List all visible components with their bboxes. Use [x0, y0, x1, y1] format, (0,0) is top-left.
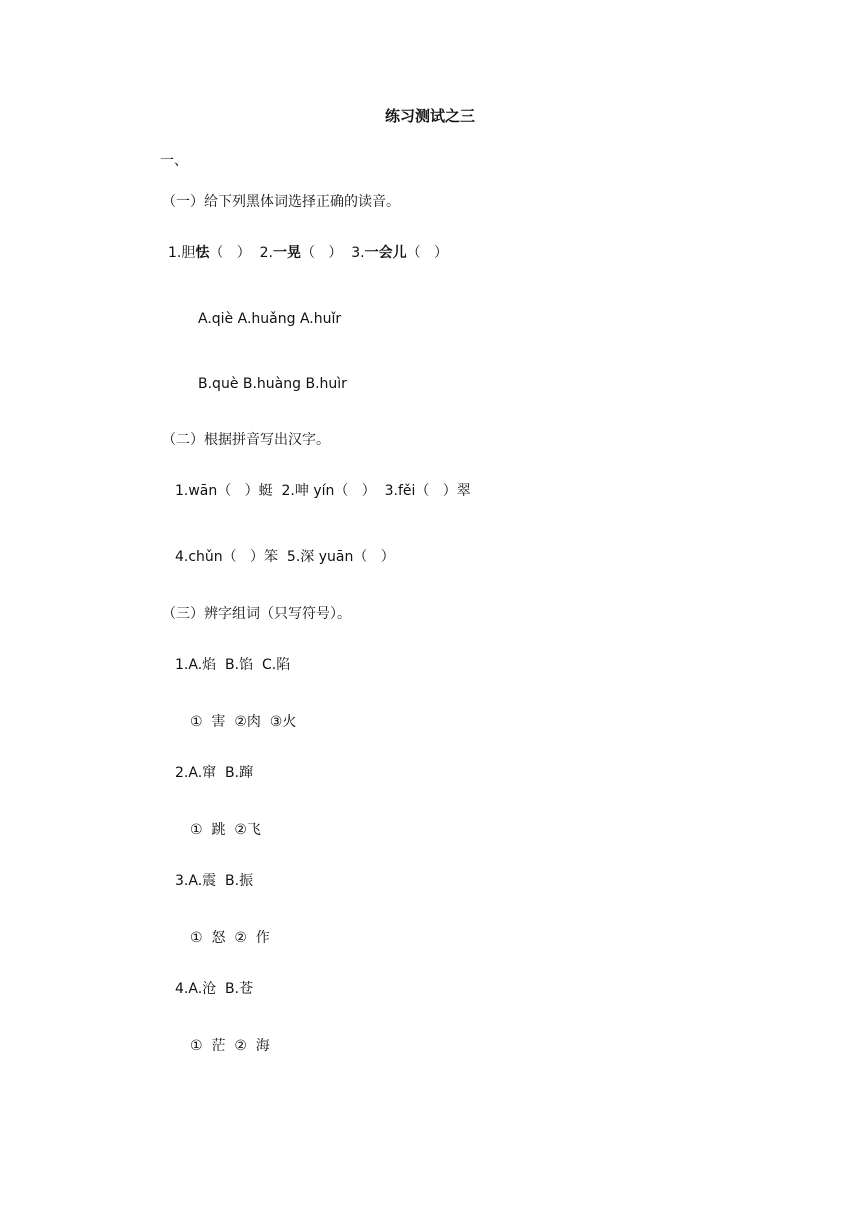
part-two-heading: （二）根据拼音写出汉字。 [162, 432, 330, 448]
section-one-label: 一、 [160, 153, 188, 169]
document-title: 练习测试之三 [384, 107, 475, 125]
q3-prefix: 3. [351, 245, 365, 261]
part-three-q1: 1.A.焰 B.馅 C.陷 [175, 657, 291, 673]
q1-prefix: 1.胆 [168, 245, 196, 261]
part-two-line-2: 4.chǔn（ ）笨 5.深 yuān（ ） [175, 549, 395, 565]
part-one-heading: （一）给下列黑体词选择正确的读音。 [162, 194, 400, 210]
part-three-q2: 2.A.窜 B.蹿 [175, 765, 254, 781]
part-one-questions [168, 244, 448, 262]
options-a: A.qiè A.huǎng A.huǐr [198, 311, 342, 327]
q1-blank: （ ） [209, 245, 251, 261]
q3-bold-word: 一会儿 [364, 245, 407, 261]
part-three-q4-words: ① 茫 ② 海 [190, 1038, 270, 1054]
part-three-q4: 4.A.沧 B.苍 [175, 981, 254, 997]
q3-blank: （ ） [406, 245, 448, 261]
part-three-q2-words: ① 跳 ②飞 [190, 822, 261, 838]
part-two-line-1: 1.wān（ ）蜓 2.呻 yín（ ） 3.fěi（ ）翠 [175, 483, 471, 499]
options-b: B.què B.huàng B.huìr [198, 376, 347, 392]
part-three-heading: （三）辨字组词（只写符号）。 [162, 606, 351, 622]
q1-bold-word: 怯 [195, 245, 210, 261]
part-three-q3: 3.A.震 B.振 [175, 873, 254, 889]
q2-prefix: 2. [259, 245, 273, 261]
q2-bold-word: 一晃 [272, 245, 301, 261]
part-three-q1-words: ① 害 ②肉 ③火 [190, 714, 297, 730]
part-three-q3-words: ① 怒 ② 作 [190, 930, 270, 946]
q2-blank: （ ） [300, 245, 343, 261]
